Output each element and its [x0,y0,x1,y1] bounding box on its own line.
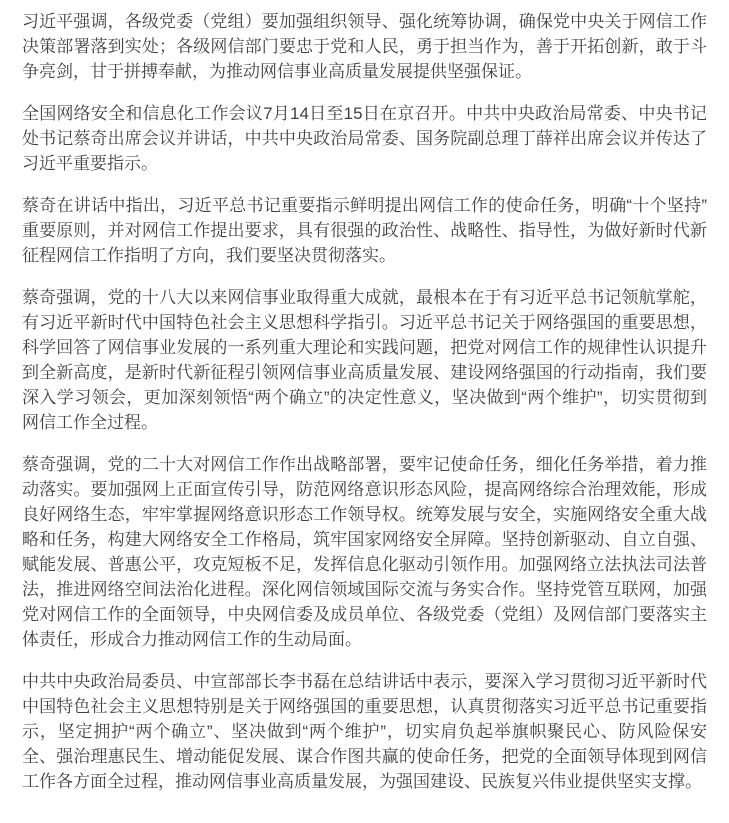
paragraph: 全国网络安全和信息化工作会议7月14日至15日在京召开。中共中央政治局常委、中央书记处书记蔡奇出席会议并讲话，中共中央政治局常委、国务院副总理丁薛祥出席会议并传达了习近平重要指示。 [22,104,707,173]
paragraph: 蔡奇强调，党的二十大对网信工作作出战略部署，要牢记使命任务，细化任务举措，着力推动落实。要加强网上正面宣传引导，防范网络意识形态风险，提高网络综合治理效能，形成良好网络生态，牢牢掌握网络意识形态工作领导权。统筹发展与安全，实施网络安全重大战略和任务，构建大网络安全工作格局，筑牢国家网络安全屏障。坚持创新驱动、自立自强、赋能发展、普惠公平，攻克短板不足，发挥信息化驱动引领作用。加强网络立法执法司法普法，推进网络空间法治化进程。深化网信领域国际交流与务实合作。坚持党管互联网，加强党对网信工作的全面领导，中央网信委及成员单位、各级党委（党组）及网信部门要落实主体责任，形成合力推动网信工作的生动局面。 [22,455,707,649]
paragraph: 蔡奇在讲话中指出，习近平总书记重要指示鲜明提出网信工作的使命任务，明确“十个坚持”重要原则，并对网信工作提出要求，具有很强的政治性、战略性、指导性，为做好新时代新征程网信工作指明了方向，我们要坚决贯彻落实。 [22,196,707,265]
paragraph: 中共中央政治局委员、中宣部部长李书磊在总结讲话中表示，要深入学习贯彻习近平新时代中国特色社会主义思想特别是关于网络强国的重要思想，认真贯彻落实习近平总书记重要指示，坚定拥护“两个确立”、坚决做到“两个维护”，切实肩负起举旗帜聚民心、防风险保安全、强治理惠民生、增动能促发展、谋合作图共赢的使命任务，把党的全面领导体现到网信工作各方面全过程，推动网信事业高质量发展，为强国建设、民族复兴伟业提供坚实支撑。 [22,672,707,791]
paragraph: 蔡奇强调，党的十八大以来网信事业取得重大成就，最根本在于有习近平总书记领航掌舵，有习近平新时代中国特色社会主义思想科学指引。习近平总书记关于网络强国的重要思想，科学回答了网信事业发展的一系列重大理论和实践问题，把党对网信工作的规律性认识提升到全新高度，是新时代新征程引领网信事业高质量发展、建设网络强国的行动指南，我们要深入学习领会，更加深刻领悟“两个确立”的决定性意义，坚决做到“两个维护”，切实贯彻到网信工作全过程。 [22,288,707,432]
paragraph: 习近平强调，各级党委（党组）要加强组织领导、强化统筹协调，确保党中央关于网信工作决策部署落到实处；各级网信部门要忠于党和人民，勇于担当作为，善于开拓创新，敢于斗争亮剑，甘于拼搏奉献，为推动网信事业高质量发展提供坚强保证。 [22,12,707,81]
